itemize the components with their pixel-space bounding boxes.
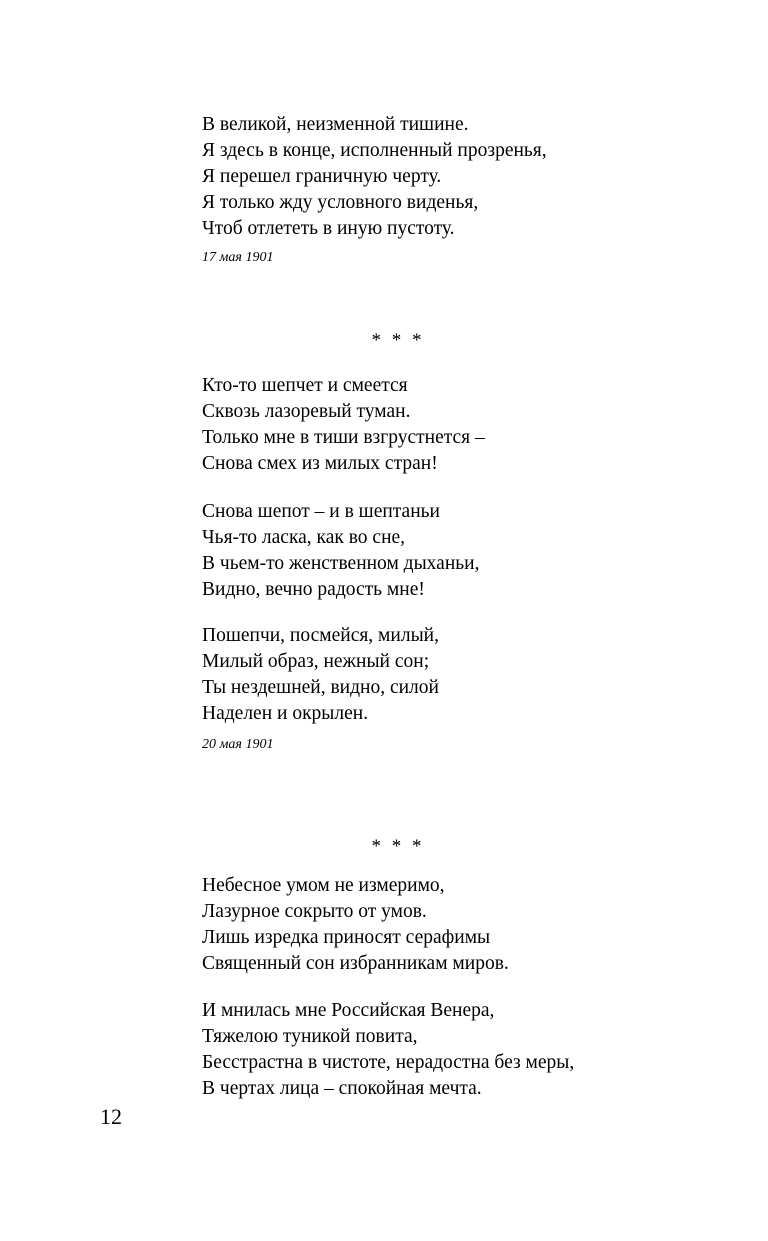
poem-line: Лазурное сокрыто от умов. (202, 901, 427, 922)
poem-line: Наделен и окрылен. (202, 703, 369, 724)
poem-line: И мнилась мне Российская Венера, (202, 1000, 495, 1021)
poem2-stanza-1 (202, 373, 485, 477)
poem-line: Небесное умом не измеримо, (202, 875, 445, 896)
poem-line: Милый образ, нежный сон; (202, 651, 430, 672)
poem-line: Сквозь лазоревый туман. (202, 401, 411, 422)
poem2-stanza-3 (202, 623, 439, 727)
poem-line: Снова шепот – и в шептаньи (202, 501, 440, 522)
poem-line: В великой, неизменной тишине. (202, 114, 469, 135)
page-number: 12 (100, 1104, 122, 1129)
poem1-text (202, 112, 547, 242)
poem-line: Я только жду условного виденья, (202, 192, 479, 213)
poem-line: Только мне в тиши взгрустнется – (202, 427, 485, 448)
poem-line: Ты нездешней, видно, силой (202, 677, 439, 698)
poem-line: Кто-то шепчет и смеется (202, 375, 408, 396)
poem3-stanza-1 (202, 873, 509, 977)
poem-line: Чтоб отлететь в иную пустоту. (202, 218, 455, 239)
poem-line: Тяжелою туникой повита, (202, 1026, 418, 1047)
poem-line: Чья-то ласка, как во сне, (202, 527, 406, 548)
poem-line: Бесстрастна в чистоте, нерадостна без меры, (202, 1052, 575, 1073)
poem-line: Священный сон избранникам миров. (202, 953, 509, 974)
poem-line: Я перешел граничную черту. (202, 166, 442, 187)
poem-line: Видно, вечно радость мне! (202, 579, 425, 600)
poem-line: Пошепчи, посмейся, милый, (202, 625, 439, 646)
poem3-stanza-2 (202, 998, 574, 1102)
poem3-separator: * * * (371, 836, 425, 857)
poem-line: Я здесь в конце, исполненный прозренья, (202, 140, 547, 161)
poem-line: В чьем-то женственном дыханьи, (202, 553, 480, 574)
poem2-separator: * * * (371, 330, 425, 351)
poem1-date: 17 мая 1901 (202, 250, 274, 265)
poem2-stanza-2 (202, 499, 479, 603)
poem-line: Снова смех из милых стран! (202, 453, 438, 474)
poem-line: В чертах лица – спокойная мечта. (202, 1078, 482, 1099)
poem-line: Лишь изредка приносят серафимы (202, 927, 491, 948)
poem2-date: 20 мая 1901 (202, 737, 274, 752)
